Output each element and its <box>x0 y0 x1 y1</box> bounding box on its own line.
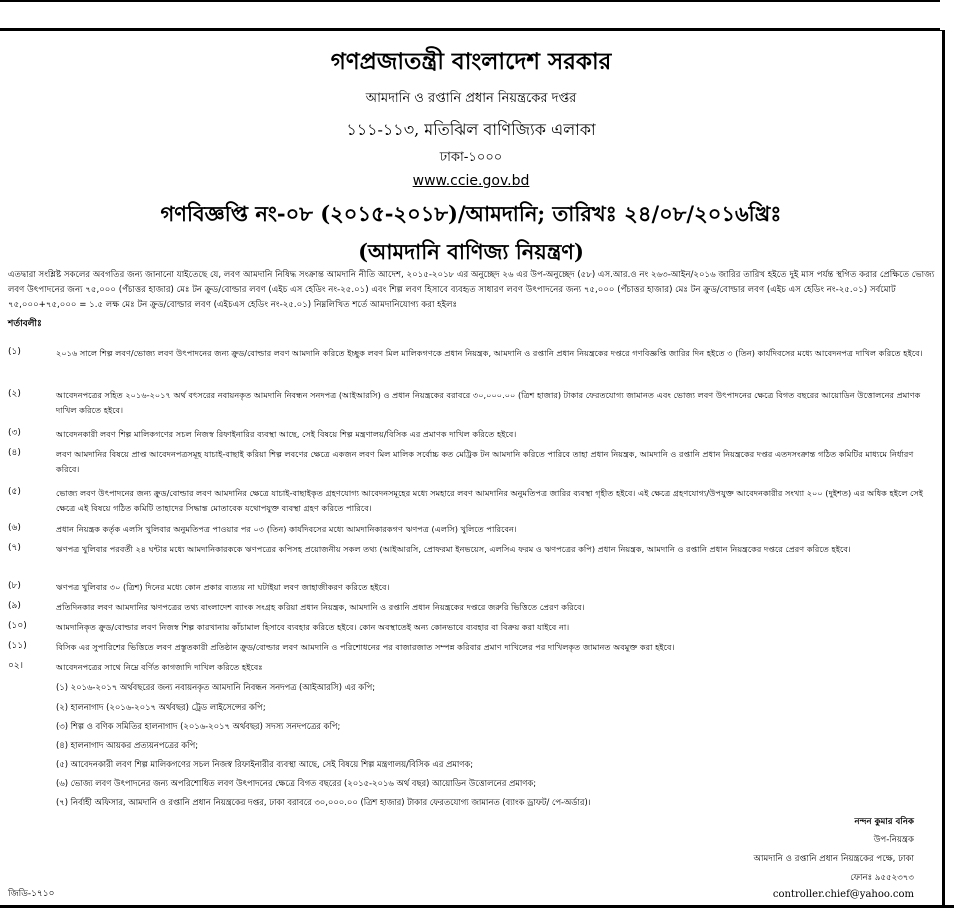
condition-number: (২) <box>8 389 21 399</box>
condition-text: আমদানিকৃত ক্রুড/বোল্ডার লবণ নিজস্ব শিল্প কারখানায় কাঁচামাল হিসাবে ব্যবহার করিতে হইবে। কোন অবস্থাতেই অন্য কোনভাবে ব্যবহার বা বিক্রয় করা যাইবে না। <box>56 622 570 632</box>
condition-number: (১) <box>8 347 21 357</box>
condition-number: (৪) <box>8 448 21 458</box>
document-item: (২) হালনাগাদ (২০১৬-২০১৭ অর্থবছর) ট্রেড লাইসেন্সের কপি; <box>56 702 266 712</box>
signatory-phone: ফোনঃ ৯৫৫২৩৭৩ <box>850 873 914 883</box>
document-item: (৭) নির্বাহী অফিসার, আমদানি ও রপ্তানি প্রধান নিয়ন্ত্রকের দপ্তর, ঢাকা বরাবরে ৩০,০০০.০০ (ত্রিশ হাজার) টাকার ফেরতযোগ্য জামানত (ব্যাংক ড্রাফট/ পে-অর্ডার)। <box>56 797 591 807</box>
condition-number: (৬) <box>8 523 21 533</box>
document-item: (৪) হালনাগাদ আয়কর প্রত্যয়নপত্রের কপি; <box>56 740 199 750</box>
document-item: (৫) আবেদনকারী লবণ শিল্প মালিকগণের সচল নিজস্ব রিফাইনারীর ব্যবস্থা আছে, সেই বিষয়ে শিল্প মন্ত্রণালয়/বিসিক এর প্রমাণক; <box>56 759 474 769</box>
condition-text: বিসিক এর সুপারিশের ভিত্তিতে লবণ প্রস্তুতকারী প্রতিষ্ঠান ক্রুড/বোল্ডার লবণ আমদানি ও পরিশোধনের পর বাজারজাত সম্পন্ন করিবার প্রমাণ দাখিলের পর দাখিলকৃত জামানত অবমুক্ত করা হইবে। <box>56 642 675 652</box>
condition-text: প্রধান নিয়ন্ত্রক কর্তৃক এলসি খুলিবার অনুমতিপত্র পাওয়ার পর ০৩ (তিন) কার্যদিবসের মধ্যে আমদানিকারকগণ ঋণপত্র (এলসি) খুলিতে পারিবেন। <box>56 524 517 534</box>
condition-number: (৮) <box>8 581 21 591</box>
signatory-name: নন্দন কুমার বনিক <box>854 817 914 827</box>
document-item: (১) ২০১৬-২০১৭ অর্থবছরের জন্য নবায়নকৃত আমদানি নিবন্ধন সনদপত্র (আইআরসি) এর কপি; <box>56 682 376 692</box>
condition-number: (৯) <box>8 601 21 611</box>
condition-number: (৩) <box>8 428 21 438</box>
office-name: আমদানি ও রপ্তানি প্রধান নিয়ন্ত্রকের দপ্তর <box>365 91 577 106</box>
signatory-office: আমদানি ও রপ্তানি প্রধান নিয়ন্ত্রকের পক্ষে, ঢাকা <box>753 854 914 864</box>
condition-text: আবেদনকারী লবণ শিল্প মালিকগণের সচল নিজস্ব রিফাইনারির ব্যবস্থা আছে, সেই বিষয়ে শিল্প মন্ত্রণালয়/বিসিক এর প্রমাণক দাখিল করিতে হইবে। <box>56 429 517 439</box>
condition-text: ২০১৬ সালে শিল্প লবণ/ভোজ্য লবণ উৎপাদনের জন্য ক্রুড/বোল্ডার লবণ আমদানি করিতে ইচ্ছুক লবণ মিল মালিকগণকে প্রধান নিয়ন্ত্রক, আমদানি ও রপ্তানি প্রধান নিয়ন্ত্রকের দপ্তরে গণবিজ্ঞপ্তি জারির দিন হইতে ৩ (তিন) কার্যদিবসের মধ্যে আবেদনপত্র দাখিল করিতে হইবে। <box>56 348 923 358</box>
notice-subject: (আমদানি বাণিজ্য নিয়ন্ত্রণ) <box>358 239 584 264</box>
document-item: (৬) ভোজ্য লবণ উৎপাদনের জন্য অপরিশোধিত লবণ উৎপাদনের ক্ষেত্রে বিগত বছরের (২০১৫-২০১৬ অর্থ বছর) আয়োডিন উত্তোলনের প্রমাণক; <box>56 778 537 788</box>
condition-text: আবেদনপত্রের সাথে নিম্নে বর্ণিত কাগজাদি দাখিল করিতে হইবেঃ <box>56 662 263 672</box>
condition-text: ভোজ্য লবণ উৎপাদনের জন্য ক্রুড/বোল্ডার লবণ আমদানির ক্ষেত্রে যাচাই-বাছাইকৃত গ্রহণযোগ্য আবেদনসমূহের মধ্যে সমহারে লবণ আমদানির অনুমতিপত্র জারির ব্যবস্থা গৃহীত হইবে। এই ক্ষেত্রে গ্রহণযোগ্য/উপযুক্ত আবেদনকারীর সংখ্যা ২০০ (দুইশত) এর অধিক হইলে সেই ক্ষেত্রে এই বিষয়ে গঠিত কমিটি তাহাদের সিদ্ধান্ত মোতাবেক যথোপযুক্ত ব্যবস্থা গ্রহণ করিতে পারিবে। <box>56 488 924 513</box>
condition-text: আবেদনপত্রের সহিত ২০১৬-২০১৭ অর্থ বৎসরের নবায়নকৃত আমদানি নিবন্ধন সনদপত্র (আইআরসি) ও প্রধান নিয়ন্ত্রকের বরাবরে ৩০,০০০.০০ (ত্রিশ হাজার) টাকার ফেরতযোগ্য জামানত এবং ভোজ্য লবণ উৎপাদনের ক্ষেত্রে বিগত বছরের আয়োডিন উত্তোলনের প্রমাণক দাখিল করিতে হইবে। <box>56 390 921 415</box>
condition-text: লবণ আমদানির বিষয়ে প্রাপ্ত আবেদনপত্রসমূহ যাচাই-বাছাই করিয়া শিল্প লবণের ক্ষেত্রে একজন লবণ মিল মালিক সর্বোচ্চ কত মেট্রিক টন আমদানি করিতে পারিবে তাহা প্রধান নিয়ন্ত্রক, আমদানি ও রপ্তানি প্রধান নিয়ন্ত্রকের দপ্তর এতদসংক্রান্ত গঠিত কমিটির মাধ্যমে নির্ধারণ করিবে। <box>56 449 914 474</box>
condition-number: (৫) <box>8 487 21 497</box>
document-item: (৩) শিল্প ও বণিক সমিতির হালনাগাদ (২০১৬-২০১৭ অর্থবছর) সদস্য সনদপত্রের কপি; <box>56 721 341 731</box>
condition-number: (৭) <box>8 543 21 553</box>
frame-gap <box>940 0 954 30</box>
condition-text: ঋণপত্র খুলিবার ৩০ (ত্রিশ) দিনের মধ্যে কোন প্রকার ব্যত্যয় না ঘটাইয়া লবণ জাহাজীকরণ করিতে হইবে। <box>56 582 390 592</box>
intro-paragraph: এতদ্বারা সংশ্লিষ্ট সকলের অবগতির জন্য জানানো যাইতেছে যে, লবণ আমদানি নিষিদ্ধ সংক্রান্ত আমদানি নীতি আদেশ, ২০১৫-২০১৮ এর অনুচ্ছেদ ২৬ এর উপ-অনুচ্ছেদ (৫৮) এস.আর.ও নং ২৬৩-আইন/২০১৬ জারির তারিখ হইতে দুই মাস পর্যন্ত স্থগিত করার প্রেক্ষিতে ভোজ্য লবণ উৎপাদনের জন্য ৭৫,০০০ (পঁচাত্তর হাজার) মেঃ টন ক্রুড/বোল্ডার লবণ (এইচ এস হেডিং নং-২৫.০১) এবং শিল্প লবণ হিসাবে ব্যবহৃত সাধারণ লবণ উৎপাদনের জন্য ৭৫,০০০ (পঁচাত্তর হাজার) মেঃ টন ক্রুড/বোল্ডার লবণ (এইচ এস হেডিং নং-২৫.০১) সর্বমোট ৭৫,০০০+৭৫,০০০ = ১.৫ লক্ষ মেঃ টন ক্রুড/বোল্ডার লবণ (এইচএস হেডিং নং-২৫.০১) নিম্নলিখিত শর্তে আমদানিযোগ্য করা হইলঃ <box>8 270 935 310</box>
condition-text: ঋণপত্র খুলিবার পরবর্তী ২৪ ঘন্টার মধ্যে আমদানিকারককে ঋণপত্রের কপিসহ প্রয়োজনীয় সকল তথ্য (আইআরসি, প্রোফরমা ইনভয়েস, এলসিএ ফরম ও ঋণপত্রের কপি) প্রধান নিয়ন্ত্রক, আমদানি ও রপ্তানি প্রধান নিয়ন্ত্রকের দপ্তরে প্রেরণ করিতে হইবে। <box>56 544 851 554</box>
conditions-title: শর্তাবলীঃ <box>8 319 42 329</box>
condition-number: ০২। <box>8 661 23 671</box>
signatory-email[interactable]: controller.chief@yahoo.com <box>772 889 914 900</box>
bottom-strip <box>0 908 954 922</box>
notice-number: গণবিজ্ঞপ্তি নং-০৮ (২০১৫-২০১৮)/আমদানি; তারিখঃ ২৪/০৮/২০১৬খ্রিঃ <box>160 201 782 226</box>
office-city: ঢাকা-১০০০ <box>439 150 503 165</box>
signatory-designation: উপ-নিয়ন্ত্রক <box>873 835 914 845</box>
government-title: গণপ্রজাতন্ত্রী বাংলাদেশ সরকার <box>330 48 612 75</box>
condition-number: (১১) <box>8 641 27 651</box>
office-address: ১১১-১১৩, মতিঝিল বাণিজ্যিক এলাকা <box>346 120 596 139</box>
condition-number: (১০) <box>8 621 27 631</box>
website-link[interactable]: www.ccie.gov.bd <box>412 173 530 189</box>
top-border <box>0 0 954 2</box>
gd-number: জিডি-১৭১০ <box>8 889 55 899</box>
condition-text: প্রতিদিনকার লবণ আমদানির ঋণপত্রের তথ্য বাংলাদেশ ব্যাংক সংগ্রহ করিয়া প্রধান নিয়ন্ত্রক, আমদানি ও রপ্তানি প্রধান নিয়ন্ত্রকের দপ্তরে জরুরি ভিত্তিতে প্রেরণ করিবে। <box>56 602 585 612</box>
